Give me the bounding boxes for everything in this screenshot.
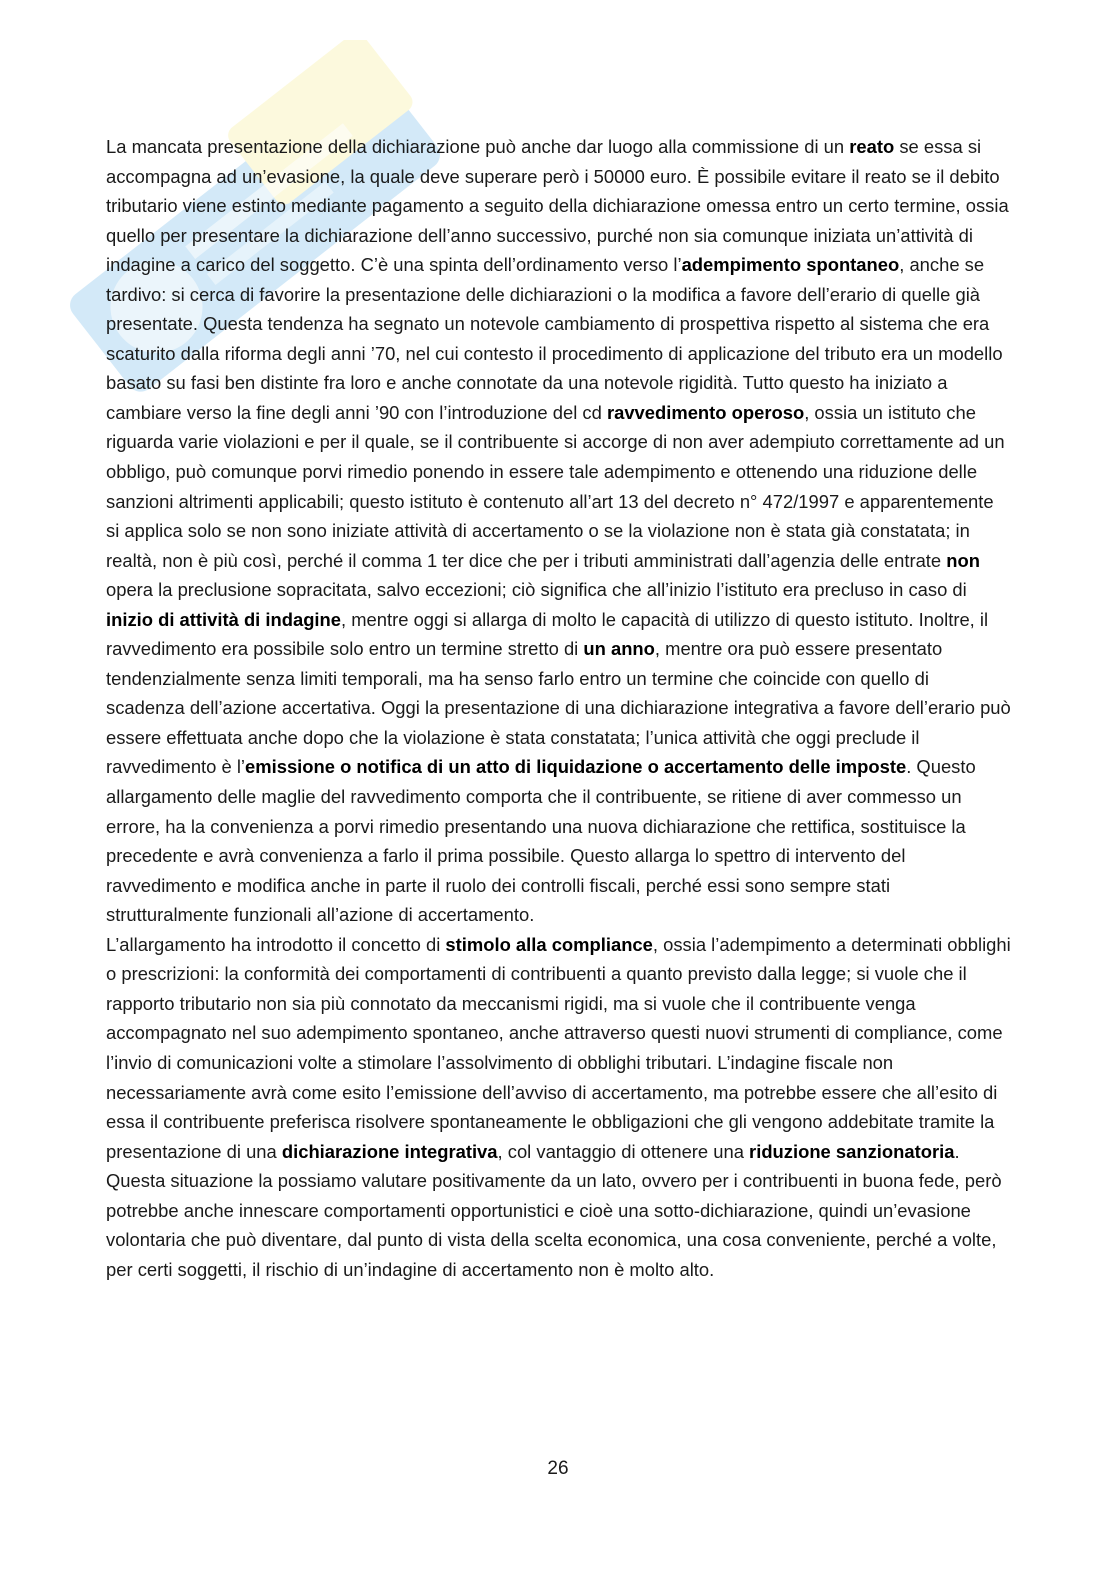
text-run: , col vantaggio di ottenere una [497,1140,750,1162]
document-body [106,132,1011,1284]
bold-term: un anno [583,638,655,660]
bold-term: adempimento spontaneo [681,254,900,276]
text-run: . Questa situazione la possiamo valutare positivamente da un lato, ovvero per i contribuenti in buona fede, però potrebbe anche innescare comportamenti opportunistici e cioè una sotto-dichiarazione, quindi un’evasione volontaria che può diventare, dal punto di vista della scelta economica, una cosa conveniente, perché a volte, per certi soggetti, il rischio di un’indagine di accertamento non è molto alto. [106,1140,1002,1280]
text-run: , anche se tardivo: si cerca di favorire la presentazione delle dichiarazioni o la modifica a favore dell’erario di quelle già presentate. Questa tendenza ha segnato un notevole cambiamento di prospettiva rispetto al sistema che era scaturito dalla riforma degli anni ’70, nel cui contesto il procedimento di applicazione del tributo era un modello basato su fasi ben distinte fra loro e anche connotate da una notevole rigidità. Tutto questo ha iniziato a cambiare verso la fine degli anni ’90 con l’introduzione del cd [106,254,1003,423]
bold-term: inizio di attività di indagine [106,608,342,630]
bold-term: emissione o notifica di un atto di liquidazione o accertamento delle imposte [245,756,907,778]
bold-term: stimolo alla compliance [445,933,653,955]
text-run: L’allargamento ha introdotto il concetto di [106,933,446,955]
bold-term: non [946,549,980,571]
text-run: , mentre ora può essere presentato tendenzialmente senza limiti temporali, ma ha senso farlo entro un termine che coincide con quello di scadenza dell’azione accertativa. Oggi la presentazione di una dichiarazione integrativa a favore dell’erario può essere effettuata anche dopo che la violazione è stata constatata; l’unica attività che oggi preclude il ravvedimento è l’ [106,638,1011,778]
bold-term: riduzione sanzionatoria [749,1140,955,1162]
bold-term: dichiarazione integrativa [281,1140,498,1162]
text-run: , mentre oggi si allarga di molto le capacità di utilizzo di questo istituto. Inoltre, il ravvedimento era possibile solo entro un termine stretto di [106,608,989,660]
page-number: 26 [547,1458,569,1479]
bold-term: ravvedimento operoso [606,401,805,423]
paragraph [106,132,1011,930]
text-run: . Questo allargamento delle maglie del ravvedimento comporta che il contribuente, se ritiene di aver commesso un errore, ha la convenienza a porvi rimedio presentando una nuova dichiarazione che rettifica, sostituisce la precedente e avrà convenienza a farlo il prima possibile. Questo allarga lo spettro di intervento del ravvedimento e modifica anche in parte il ruolo dei controlli fiscali, perché essi sono sempre stati strutturalmente funzionali all’azione di accertamento. [106,756,976,926]
text-run: opera la preclusione sopracitata, salvo eccezioni; ciò significa che all’inizio l’istituto era precluso in caso di [106,579,967,601]
text-run: , ossia un istituto che riguarda varie violazioni e per il quale, se il contribuente si accorge di non aver adempiuto correttamente ad un obbligo, può comunque porvi rimedio ponendo in essere tale adempimento e ottenendo una riduzione delle sanzioni altrimenti applicabili; questo istituto è contenuto all’art 13 del decreto n° 472/1997 e apparentemente si applica solo se non sono iniziate attività di accertamento o se la violazione non è stata già constatata; in realtà, non è più così, perché il comma 1 ter dice che per i tributi amministrati dall’agenzia delle entrate [106,401,1005,571]
text-run: se essa si accompagna ad un’evasione, la quale deve superare però i 50000 euro. È possibile evitare il reato se il debito tributario viene estinto mediante pagamento a seguito della dichiarazione omessa entro un certo termine, ossia quello per presentare la dichiarazione dell’anno successivo, purché non sia comunque iniziata un’attività di indagine a carico del soggetto. C’è una spinta dell’ordinamento verso l’ [106,136,1009,276]
text-run: , ossia l’adempimento a determinati obblighi o prescrizioni: la conformità dei comportamenti di contribuenti a quanto previsto dalla legge; si vuole che il rapporto tributario non sia più connotato da meccanismi rigidi, ma si vuole che il contribuente venga accompagnato nel suo adempimento spontaneo, anche attraverso questi nuovi strumenti di compliance, come l’invio di comunicazioni volte a stimolare l’assolvimento di obblighi tributari. L’indagine fiscale non necessariamente avrà come esito l’emissione dell’avviso di accertamento, ma potrebbe essere che all’esito di essa il contribuente preferisca risolvere spontaneamente le obbligazioni che gli vengono addebitate tramite la presentazione di una [106,933,1011,1162]
bold-term: reato [849,136,895,157]
paragraph [106,930,1011,1285]
text-run: La mancata presentazione della dichiarazione può anche dar luogo alla commissione di un [106,136,850,157]
